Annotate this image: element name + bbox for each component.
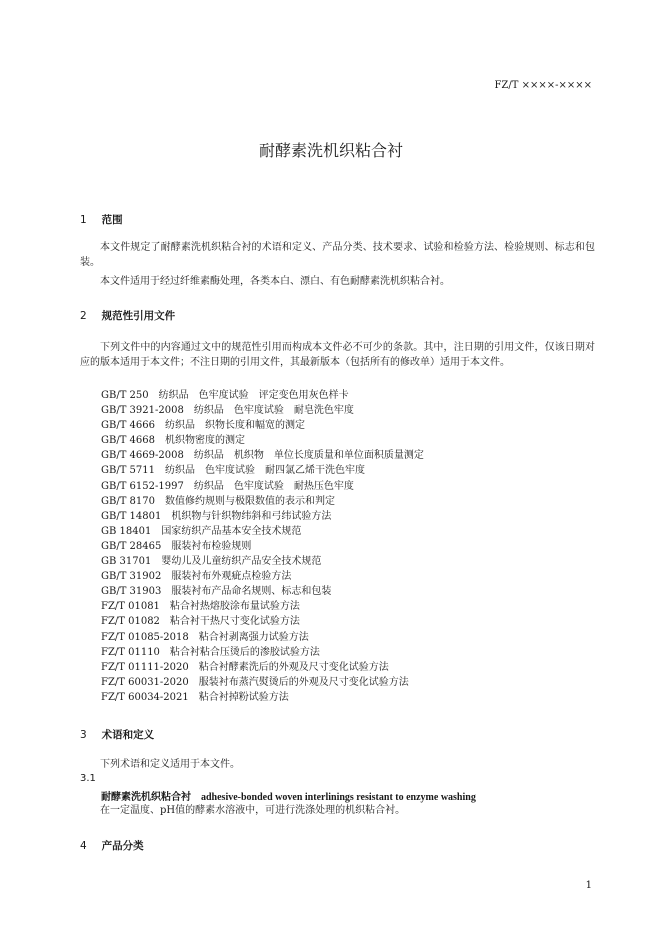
section-number: 3 bbox=[80, 729, 87, 741]
reference-id: FZ/T 01110 bbox=[101, 646, 160, 658]
reference-title: 纺织品 色牢度试验 耐热压色牢度 bbox=[193, 480, 354, 492]
reference-id: GB/T 4668 bbox=[101, 435, 156, 447]
section-title: 产品分类 bbox=[101, 840, 144, 852]
reference-id: GB/T 4669-2008 bbox=[101, 450, 184, 462]
term-english: adhesive-bonded woven interlinings resistant to enzyme washing bbox=[201, 792, 476, 803]
section-2-paragraph-1: 下列文件中的内容通过文中的规范性引用而构成本文件必不可少的条款。其中，注日期的引用文件，仅该日期对应的版本适用于本文件；不注日期的引用文件，其最新版本（包括所有的修改单）适用于本文件。 bbox=[80, 342, 595, 368]
section-2-heading bbox=[80, 308, 175, 323]
reference-title: 机织物密度的测定 bbox=[165, 435, 246, 447]
reference-id: GB 18401 bbox=[101, 525, 152, 537]
reference-item bbox=[101, 630, 424, 645]
section-3-heading bbox=[80, 727, 154, 742]
reference-item bbox=[101, 569, 424, 584]
reference-item bbox=[101, 479, 424, 494]
reference-item bbox=[101, 463, 424, 478]
section-4-heading bbox=[80, 838, 144, 853]
reference-item bbox=[101, 388, 424, 403]
reference-id: FZ/T 01085-2018 bbox=[101, 631, 189, 643]
reference-item bbox=[101, 448, 424, 463]
reference-id: GB/T 28465 bbox=[101, 540, 162, 552]
reference-item bbox=[101, 418, 424, 433]
section-title: 规范性引用文件 bbox=[101, 310, 176, 322]
reference-title: 服装衬布产品命名规则、标志和包装 bbox=[171, 586, 332, 598]
reference-id: GB/T 14801 bbox=[101, 510, 162, 522]
reference-id: FZ/T 60034-2021 bbox=[101, 691, 189, 703]
term-definition: 在一定温度、pH值的酵素水溶液中，可进行洗涤处理的机织粘合衬。 bbox=[100, 805, 406, 816]
section-title: 范围 bbox=[101, 214, 123, 226]
section-3-paragraph-1: 下列术语和定义适用于本文件。 bbox=[100, 759, 240, 770]
reference-title: 粘合衬酵素洗后的外观及尺寸变化试验方法 bbox=[198, 661, 389, 673]
reference-title: 国家纺织产品基本安全技术规范 bbox=[161, 525, 302, 537]
reference-title: 服装衬布蒸汽熨烫后的外观及尺寸变化试验方法 bbox=[198, 676, 409, 688]
section-number: 1 bbox=[80, 214, 87, 226]
reference-id: GB/T 4666 bbox=[101, 420, 156, 432]
reference-item bbox=[101, 614, 424, 629]
section-number: 2 bbox=[80, 310, 87, 322]
reference-title: 婴幼儿及儿童纺织产品安全技术规范 bbox=[161, 556, 322, 568]
reference-title: 粘合衬热熔胶涂布量试验方法 bbox=[169, 601, 300, 613]
reference-title: 纺织品 色牢度试验 评定变色用灰色样卡 bbox=[158, 390, 349, 401]
section-1-heading bbox=[80, 212, 123, 227]
reference-id: GB/T 8170 bbox=[101, 495, 156, 507]
reference-title: 服装衬布外观疵点检验方法 bbox=[171, 571, 292, 583]
reference-title: 粘合衬剥离强力试验方法 bbox=[198, 631, 309, 643]
reference-item bbox=[101, 509, 424, 524]
reference-item bbox=[101, 675, 424, 690]
reference-item bbox=[101, 403, 424, 418]
document-title: 耐酵素洗机织粘合衬 bbox=[258, 141, 403, 160]
reference-list bbox=[101, 388, 424, 705]
reference-title: 纺织品 色牢度试验 耐皂洗色牢度 bbox=[193, 405, 354, 417]
section-title: 术语和定义 bbox=[101, 729, 155, 741]
reference-id: FZ/T 01111-2020 bbox=[101, 661, 189, 673]
reference-title: 服装衬布检验规则 bbox=[171, 540, 252, 552]
reference-title: 纺织品 织物长度和幅宽的测定 bbox=[165, 420, 306, 432]
reference-item bbox=[101, 599, 424, 614]
section-number: 4 bbox=[80, 840, 87, 852]
reference-id: FZ/T 60031-2020 bbox=[101, 676, 189, 688]
reference-item bbox=[101, 554, 424, 569]
reference-item bbox=[101, 645, 424, 660]
reference-title: 机织物与针织物纬斜和弓纬试验方法 bbox=[171, 510, 332, 522]
term-chinese: 耐酵素洗机织粘合衬 bbox=[101, 792, 191, 803]
reference-item bbox=[101, 524, 424, 539]
reference-title: 纺织品 色牢度试验 耐四氯乙烯干洗色牢度 bbox=[165, 465, 366, 477]
page-number: 1 bbox=[585, 880, 592, 891]
term-entry bbox=[101, 788, 476, 803]
reference-item bbox=[101, 584, 424, 599]
reference-id: GB/T 250 bbox=[101, 390, 149, 401]
reference-item bbox=[101, 660, 424, 675]
term-number: 3.1 bbox=[80, 773, 96, 784]
reference-item bbox=[101, 690, 424, 705]
reference-title: 粘合衬掉粉试验方法 bbox=[198, 691, 289, 703]
reference-id: GB 31701 bbox=[101, 556, 152, 568]
reference-id: GB/T 6152-1997 bbox=[101, 480, 184, 492]
reference-id: GB/T 5711 bbox=[101, 465, 156, 477]
section-1-paragraph-2: 本文件适用于经过纤维素酶处理，各类本白、漂白、有色耐酵素洗机织粘合衬。 bbox=[100, 276, 450, 287]
reference-id: GB/T 3921-2008 bbox=[101, 405, 184, 417]
section-1-paragraph-1: 本文件规定了耐酵素洗机织粘合衬的术语和定义、产品分类、技术要求、试验和检验方法、检验规则、标志和包装。 bbox=[80, 242, 595, 268]
reference-item bbox=[101, 433, 424, 448]
reference-item bbox=[101, 494, 424, 509]
reference-item bbox=[101, 539, 424, 554]
reference-id: FZ/T 01081 bbox=[101, 601, 160, 613]
reference-title: 粘合衬粘合压烫后的渗胶试验方法 bbox=[169, 646, 320, 658]
reference-title: 数值修约规则与极限数值的表示和判定 bbox=[165, 495, 336, 507]
reference-id: GB/T 31902 bbox=[101, 571, 162, 583]
reference-id: FZ/T 01082 bbox=[101, 616, 160, 628]
reference-title: 纺织品 机织物 单位长度质量和单位面积质量测定 bbox=[193, 450, 424, 462]
reference-title: 粘合衬干热尺寸变化试验方法 bbox=[169, 616, 300, 628]
reference-id: GB/T 31903 bbox=[101, 586, 162, 598]
standard-code: FZ/T ××××-×××× bbox=[494, 80, 592, 91]
